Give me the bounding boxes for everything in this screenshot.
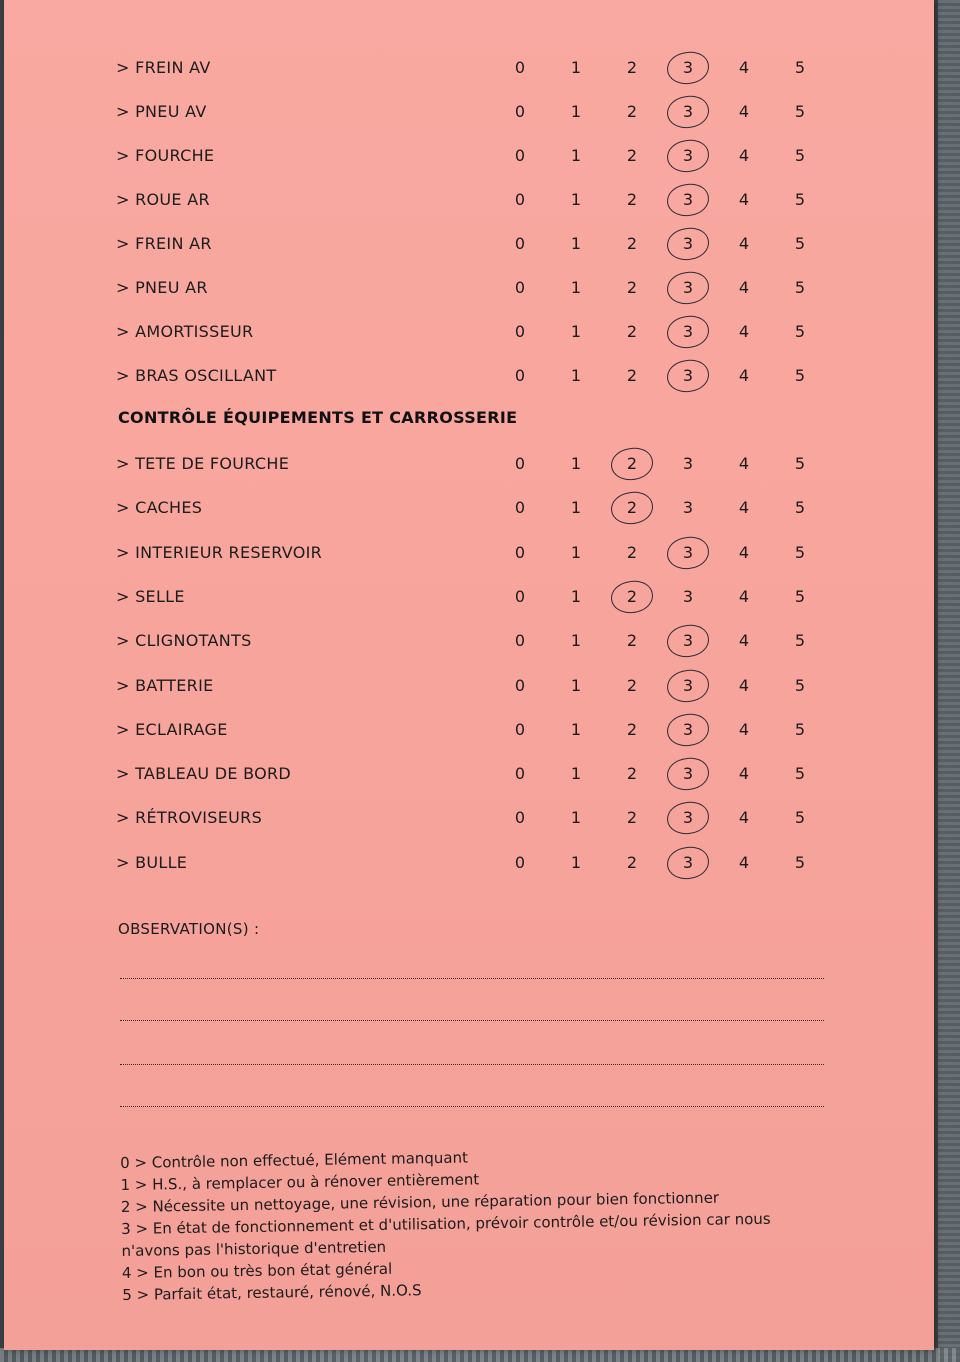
rating-option[interactable]: 4 bbox=[738, 58, 750, 77]
checklist-row bbox=[4, 672, 934, 702]
rating-option[interactable]: 2 bbox=[626, 631, 638, 651]
rating-option[interactable]: 2 bbox=[626, 366, 638, 385]
checklist-item-label: > TABLEAU DE BORD bbox=[116, 764, 292, 784]
rating-option[interactable]: 2 bbox=[626, 719, 638, 739]
checklist-item-label: > TETE DE FOURCHE bbox=[116, 454, 290, 473]
rating-option[interactable]: 0 bbox=[514, 234, 526, 253]
rating-option[interactable]: 5 bbox=[794, 631, 806, 651]
rating-option[interactable]: 4 bbox=[738, 234, 750, 253]
checklist-row bbox=[4, 539, 934, 569]
rating-option[interactable]: 5 bbox=[794, 586, 806, 606]
checklist-row bbox=[4, 274, 934, 304]
rating-option[interactable]: 4 bbox=[738, 586, 750, 606]
rating-option[interactable]: 1 bbox=[570, 102, 582, 121]
rating-option[interactable]: 1 bbox=[570, 719, 582, 739]
observation-line[interactable] bbox=[120, 1020, 824, 1021]
rating-option[interactable]: 4 bbox=[738, 278, 750, 297]
rating-option[interactable]: 0 bbox=[514, 278, 526, 297]
rating-option-circled[interactable]: 3 bbox=[678, 366, 698, 385]
checklist-item-label: > CLIGNOTANTS bbox=[116, 631, 252, 651]
checklist-item-label: > FOURCHE bbox=[116, 146, 215, 165]
rating-option[interactable]: 5 bbox=[794, 234, 806, 253]
rating-option[interactable]: 2 bbox=[626, 58, 638, 77]
checklist-item-label: > CACHES bbox=[116, 498, 203, 518]
rating-option[interactable]: 2 bbox=[626, 278, 638, 297]
rating-option[interactable]: 4 bbox=[738, 498, 750, 518]
rating-option[interactable]: 2 bbox=[626, 675, 638, 695]
checklist-item-label: > PNEU AV bbox=[116, 102, 207, 121]
rating-option-circled[interactable]: 2 bbox=[622, 454, 642, 473]
rating-option[interactable]: 3 bbox=[682, 586, 694, 606]
checklist-row bbox=[4, 362, 934, 392]
rating-option[interactable]: 0 bbox=[514, 675, 526, 695]
rating-option[interactable]: 2 bbox=[626, 764, 638, 784]
rating-option[interactable]: 0 bbox=[514, 146, 526, 165]
checklist-row bbox=[4, 54, 934, 84]
rating-option-circled[interactable]: 3 bbox=[678, 58, 698, 77]
rating-option-circled[interactable]: 3 bbox=[678, 808, 698, 827]
rating-option-circled[interactable]: 3 bbox=[678, 764, 698, 783]
rating-option[interactable]: 1 bbox=[570, 190, 582, 209]
rating-option-circled[interactable]: 3 bbox=[678, 631, 698, 650]
rating-option[interactable]: 5 bbox=[794, 366, 806, 385]
rating-option-circled[interactable]: 2 bbox=[622, 498, 642, 517]
checklist-item-label: > SELLE bbox=[116, 586, 185, 606]
rating-option[interactable]: 4 bbox=[738, 366, 750, 385]
rating-option[interactable]: 5 bbox=[794, 190, 806, 209]
rating-option[interactable]: 5 bbox=[794, 764, 806, 784]
rating-option-circled[interactable]: 3 bbox=[678, 676, 698, 695]
rating-option[interactable]: 4 bbox=[738, 852, 750, 872]
rating-option[interactable]: 1 bbox=[570, 631, 582, 651]
legend-item: 2 > Nécessite un nettoyage, une révision, une réparation pour bien fonctionner bbox=[120, 1188, 720, 1216]
rating-option[interactable]: 1 bbox=[570, 278, 582, 297]
rating-option[interactable]: 5 bbox=[794, 675, 806, 695]
rating-option[interactable]: 0 bbox=[514, 808, 526, 828]
checklist-item-label: > AMORTISSEUR bbox=[116, 322, 254, 341]
checklist-item-label: > RÉTROVISEURS bbox=[116, 808, 263, 828]
rating-option-circled[interactable]: 2 bbox=[622, 587, 642, 606]
rating-option[interactable]: 1 bbox=[570, 586, 582, 606]
rating-option[interactable]: 4 bbox=[738, 322, 750, 341]
sleeve-bottom-edge bbox=[0, 1348, 960, 1362]
checklist-row bbox=[4, 716, 934, 746]
rating-option[interactable]: 4 bbox=[738, 454, 750, 473]
checklist-item-label: > INTERIEUR RESERVOIR bbox=[116, 542, 323, 562]
rating-option[interactable]: 1 bbox=[570, 146, 582, 165]
checklist-row bbox=[4, 760, 934, 790]
checklist-item-label: > FREIN AV bbox=[116, 58, 211, 77]
sleeve-edge bbox=[938, 0, 960, 1362]
rating-option[interactable]: 5 bbox=[794, 58, 806, 77]
checklist-row bbox=[4, 142, 934, 172]
rating-option[interactable]: 4 bbox=[738, 146, 750, 165]
rating-option[interactable]: 4 bbox=[738, 764, 750, 784]
legend-item: 3 > En état de fonctionnement et d'utilisation, prévoir contrôle et/ou révision car nous bbox=[121, 1209, 771, 1238]
inspection-sheet bbox=[4, 0, 934, 1350]
rating-option[interactable]: 1 bbox=[570, 498, 582, 518]
checklist-row bbox=[4, 494, 934, 524]
checklist-item-label: > ECLAIRAGE bbox=[116, 719, 228, 739]
checklist-row bbox=[4, 450, 934, 480]
checklist-row bbox=[4, 98, 934, 128]
rating-option[interactable]: 5 bbox=[794, 808, 806, 828]
rating-option[interactable]: 5 bbox=[794, 146, 806, 165]
rating-option-circled[interactable]: 3 bbox=[678, 322, 698, 341]
rating-option[interactable]: 5 bbox=[794, 719, 806, 739]
rating-option[interactable]: 2 bbox=[626, 322, 638, 341]
checklist-row bbox=[4, 230, 934, 260]
checklist-item-label: > FREIN AR bbox=[116, 234, 212, 253]
rating-option[interactable]: 2 bbox=[626, 102, 638, 121]
rating-option[interactable]: 0 bbox=[514, 719, 526, 739]
observation-line[interactable] bbox=[120, 1106, 824, 1107]
checklist-item-label: > ROUE AR bbox=[116, 190, 210, 209]
legend-item: 0 > Contrôle non effectué, Elément manquant bbox=[120, 1148, 469, 1172]
rating-option-circled[interactable]: 3 bbox=[678, 278, 698, 297]
rating-option[interactable]: 2 bbox=[626, 190, 638, 209]
rating-option[interactable]: 4 bbox=[738, 102, 750, 121]
legend-item: 4 > En bon ou très bon état général bbox=[121, 1259, 393, 1282]
rating-option[interactable]: 1 bbox=[570, 366, 582, 385]
rating-option[interactable]: 0 bbox=[514, 631, 526, 651]
observation-line[interactable] bbox=[120, 1064, 824, 1065]
rating-option[interactable]: 0 bbox=[514, 498, 526, 518]
rating-option[interactable]: 4 bbox=[738, 631, 750, 651]
rating-option[interactable]: 2 bbox=[626, 234, 638, 253]
section-title-equipements: CONTRÔLE ÉQUIPEMENTS ET CARROSSERIE bbox=[118, 408, 518, 427]
rating-option[interactable]: 0 bbox=[514, 764, 526, 784]
rating-option[interactable]: 1 bbox=[570, 454, 582, 473]
rating-option[interactable]: 1 bbox=[570, 234, 582, 253]
rating-option[interactable]: 5 bbox=[794, 278, 806, 297]
rating-option[interactable]: 4 bbox=[738, 542, 750, 562]
rating-option[interactable]: 0 bbox=[514, 102, 526, 121]
rating-option-circled[interactable]: 3 bbox=[678, 234, 698, 253]
rating-option[interactable]: 4 bbox=[738, 719, 750, 739]
rating-option-circled[interactable]: 3 bbox=[678, 146, 698, 165]
rating-option[interactable]: 2 bbox=[626, 542, 638, 562]
checklist-row bbox=[4, 627, 934, 657]
legend-item: n'avons pas l'historique d'entretien bbox=[121, 1237, 387, 1260]
rating-legend bbox=[120, 1141, 842, 1306]
rating-option[interactable]: 5 bbox=[794, 102, 806, 121]
rating-option[interactable]: 0 bbox=[514, 542, 526, 562]
rating-option[interactable]: 5 bbox=[794, 454, 806, 473]
rating-option[interactable]: 1 bbox=[570, 322, 582, 341]
rating-option[interactable]: 4 bbox=[738, 190, 750, 209]
rating-option[interactable]: 2 bbox=[626, 852, 638, 872]
observation-line[interactable] bbox=[120, 978, 824, 979]
rating-option-circled[interactable]: 3 bbox=[678, 853, 698, 872]
rating-option[interactable]: 5 bbox=[794, 542, 806, 562]
rating-option[interactable]: 5 bbox=[794, 498, 806, 518]
rating-option[interactable]: 1 bbox=[570, 675, 582, 695]
rating-option[interactable]: 0 bbox=[514, 586, 526, 606]
rating-option[interactable]: 1 bbox=[570, 542, 582, 562]
rating-option[interactable]: 4 bbox=[738, 675, 750, 695]
checklist-item-label: > BULLE bbox=[116, 852, 188, 872]
checklist-row bbox=[4, 583, 934, 613]
observations-title: OBSERVATION(S) : bbox=[118, 920, 260, 938]
rating-option[interactable]: 0 bbox=[514, 322, 526, 341]
legend-item: 5 > Parfait état, restauré, rénové, N.O.S bbox=[122, 1281, 422, 1304]
rating-option[interactable]: 5 bbox=[794, 322, 806, 341]
rating-option[interactable]: 2 bbox=[626, 808, 638, 828]
rating-option[interactable]: 1 bbox=[570, 852, 582, 872]
rating-option[interactable]: 5 bbox=[794, 852, 806, 872]
rating-option[interactable]: 0 bbox=[514, 58, 526, 77]
checklist-item-label: > PNEU AR bbox=[116, 278, 208, 297]
rating-option-circled[interactable]: 3 bbox=[678, 102, 698, 121]
rating-option-circled[interactable]: 3 bbox=[678, 543, 698, 562]
rating-option[interactable]: 0 bbox=[514, 190, 526, 209]
rating-option[interactable]: 0 bbox=[514, 366, 526, 385]
rating-option[interactable]: 1 bbox=[570, 764, 582, 784]
rating-option-circled[interactable]: 3 bbox=[678, 190, 698, 209]
checklist-item-label: > BRAS OSCILLANT bbox=[116, 366, 277, 385]
rating-option[interactable]: 3 bbox=[682, 454, 694, 473]
checklist-row bbox=[4, 804, 934, 834]
rating-option[interactable]: 1 bbox=[570, 58, 582, 77]
rating-option[interactable]: 2 bbox=[626, 146, 638, 165]
rating-option[interactable]: 1 bbox=[570, 808, 582, 828]
rating-option[interactable]: 0 bbox=[514, 454, 526, 473]
checklist-row bbox=[4, 186, 934, 216]
rating-option[interactable]: 0 bbox=[514, 852, 526, 872]
rating-option[interactable]: 4 bbox=[738, 808, 750, 828]
rating-option-circled[interactable]: 3 bbox=[678, 720, 698, 739]
legend-item: 1 > H.S., à remplacer ou à rénover entièrement bbox=[120, 1170, 480, 1194]
rating-option[interactable]: 3 bbox=[682, 498, 694, 518]
checklist-item-label: > BATTERIE bbox=[116, 675, 214, 695]
checklist-row bbox=[4, 849, 934, 879]
checklist-row bbox=[4, 318, 934, 348]
